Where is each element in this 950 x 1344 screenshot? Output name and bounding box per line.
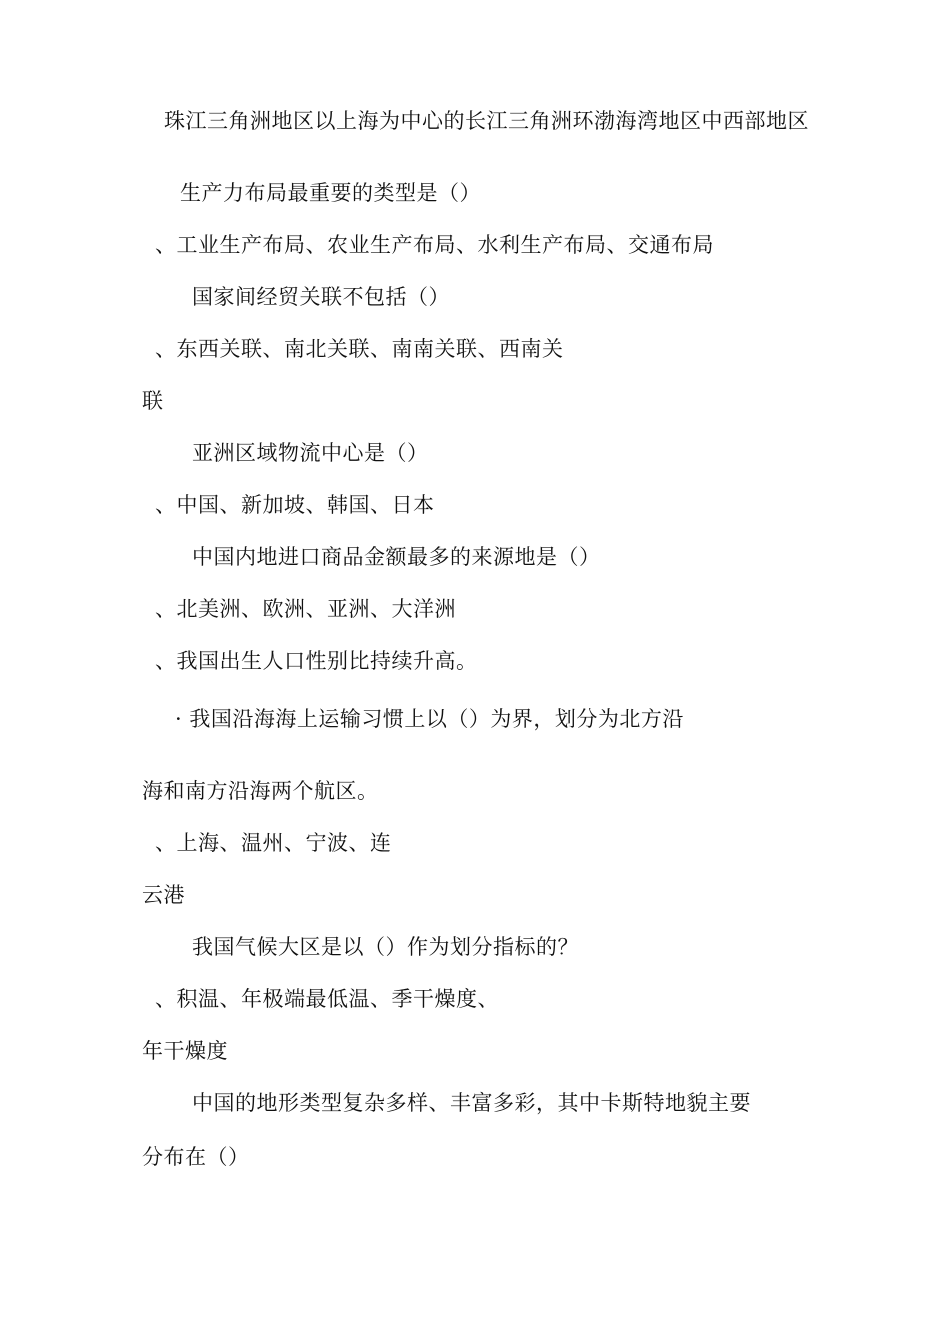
question-karst: 中国的地形类型复杂多样、丰富多彩，其中卡斯特地貌主要 <box>192 1091 751 1115</box>
question-coastal-shipping: · 我国沿海海上运输习惯上以（）为界，划分为北方沿 <box>175 707 684 731</box>
options-climate-zones: 、积温、年极端最低温、季干燥度、 <box>155 987 499 1011</box>
options-productivity-layout: 、工业生产布局、农业生产布局、水利生产布局、交通布局 <box>155 233 714 257</box>
options-trade-relations: 、东西关联、南北关联、南南关联、西南关 <box>155 337 564 361</box>
question-climate-zones: 我国气候大区是以（）作为划分指标的？ <box>192 935 579 959</box>
question-logistics-center: 亚洲区域物流中心是（） <box>192 441 429 465</box>
paragraph-regions: 珠江三角洲地区以上海为中心的长江三角洲环渤海湾地区中西部地区 <box>164 109 809 133</box>
options-import-source: 、北美洲、欧洲、亚洲、大洋洲 <box>155 597 456 621</box>
options-logistics-center: 、中国、新加坡、韩国、日本 <box>155 493 435 517</box>
options-coastal-shipping-cont: 云港 <box>142 883 185 907</box>
options-climate-zones-cont: 年干燥度 <box>142 1039 228 1063</box>
question-coastal-shipping-cont: 海和南方沿海两个航区。 <box>142 779 379 803</box>
question-productivity-layout: 生产力布局最重要的类型是（） <box>180 181 481 205</box>
options-coastal-shipping: 、上海、温州、宁波、连 <box>155 831 392 855</box>
question-karst-cont: 分布在（） <box>142 1145 250 1169</box>
options-trade-relations-cont: 联 <box>142 389 164 413</box>
question-trade-relations: 国家间经贸关联不包括（） <box>192 285 450 309</box>
question-import-source: 中国内地进口商品金额最多的来源地是（） <box>192 545 601 569</box>
statement-sex-ratio: 、我国出生人口性别比持续升高。 <box>155 649 478 673</box>
